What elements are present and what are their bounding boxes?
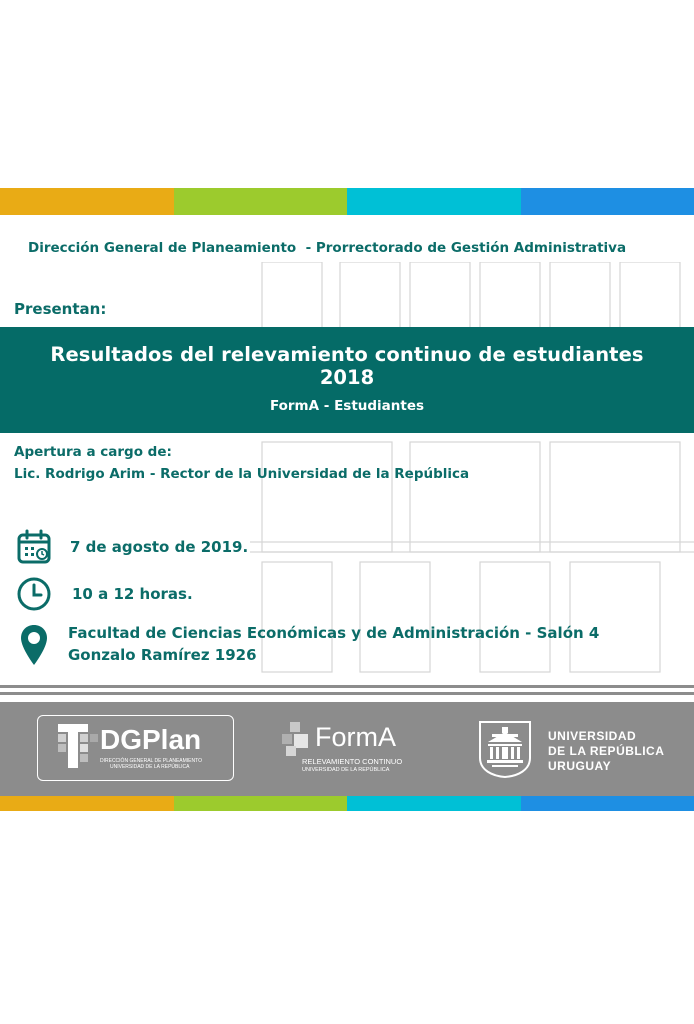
color-segment-cyan xyxy=(347,796,521,811)
opening-block xyxy=(14,441,469,485)
forma-mark-icon xyxy=(282,722,310,762)
bottom-color-bar xyxy=(0,796,694,811)
dgplan-line2: UNIVERSIDAD DE LA REPÚBLICA xyxy=(110,764,190,770)
footer-logos xyxy=(0,702,694,796)
udelar-logo xyxy=(478,720,668,782)
udelar-line3: URUGUAY xyxy=(548,759,612,773)
calendar-icon xyxy=(14,527,54,567)
title-banner xyxy=(0,327,694,433)
forma-logo xyxy=(282,722,432,782)
udelar-line1: UNIVERSIDAD xyxy=(548,729,637,743)
divider-line xyxy=(0,692,694,695)
color-segment-cyan xyxy=(347,188,521,215)
forma-line1: RELEVAMIENTO CONTINUO xyxy=(302,757,403,766)
place-row xyxy=(14,622,599,668)
opening-label: Apertura a cargo de: xyxy=(14,444,172,460)
place-line2: Gonzalo Ramírez 1926 xyxy=(68,646,257,664)
place-block xyxy=(68,622,599,666)
dgplan-logo xyxy=(37,715,234,781)
event-date: 7 de agosto de 2019. xyxy=(70,538,249,556)
color-segment-blue xyxy=(521,796,694,811)
university-building-icon xyxy=(478,720,532,778)
banner-title: Resultados del relevamiento continuo de estudiantes xyxy=(50,343,644,366)
forma-line2: UNIVERSIDAD DE LA REPÚBLICA xyxy=(302,767,390,773)
color-segment-green xyxy=(174,188,348,215)
banner-subtitle: FormA - Estudiantes xyxy=(269,398,425,414)
opening-speaker: Lic. Rodrigo Arim - Rector de la Universidad de la República xyxy=(14,466,470,482)
color-segment-blue xyxy=(521,188,694,215)
presentan-label: Presentan: xyxy=(14,300,107,318)
udelar-line2: DE LA REPÚBLICA xyxy=(548,744,665,758)
forma-name: FormA xyxy=(315,722,396,752)
top-color-bar xyxy=(0,188,694,215)
color-segment-orange xyxy=(0,796,174,811)
time-row xyxy=(14,574,193,614)
banner-year: 2018 xyxy=(319,366,375,389)
organizers-line: Dirección General de Planeamiento - Prorrectorado de Gestión Administrativa xyxy=(28,240,627,256)
clock-icon xyxy=(14,574,54,614)
event-time: 10 a 12 horas. xyxy=(72,585,193,603)
color-segment-orange xyxy=(0,188,174,215)
place-line1: Facultad de Ciencias Económicas y de Administración - Salón 4 xyxy=(68,624,600,642)
dgplan-name: DGPlan xyxy=(100,724,202,755)
divider-line xyxy=(0,685,694,688)
location-pin-icon xyxy=(14,622,54,668)
dgplan-line1: DIRECCIÓN GENERAL DE PLANEAMIENTO xyxy=(100,758,202,764)
color-segment-green xyxy=(174,796,348,811)
dgplan-mark-icon xyxy=(58,724,98,770)
date-row xyxy=(14,527,248,567)
